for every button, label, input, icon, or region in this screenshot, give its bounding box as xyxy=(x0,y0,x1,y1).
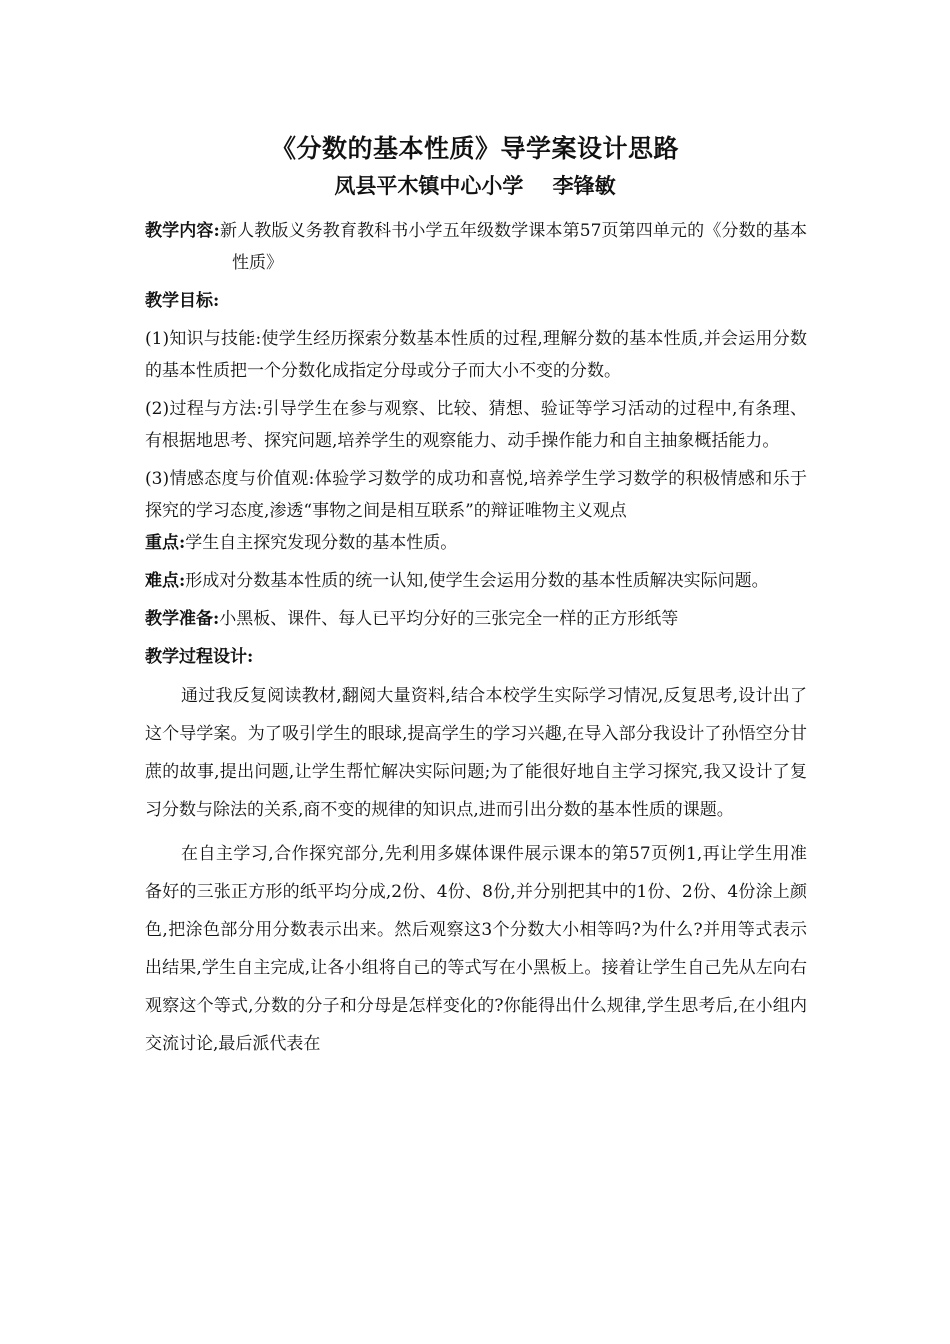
teaching-preparation xyxy=(145,603,807,635)
document-subtitle: 凤县平木镇中心小学 李锋敏 xyxy=(334,173,616,198)
teaching-content xyxy=(145,215,807,279)
teaching-content-label: 教学内容: xyxy=(145,221,220,241)
key-point-text: 学生自主探究发现分数的基本性质。 xyxy=(185,533,458,553)
difficulty-label: 难点: xyxy=(145,571,186,591)
process-paragraph-2: 在自主学习,合作探究部分,先利用多媒体课件展示课本的第57页例1,再让学生用准备好的三张正方形的纸平均分成,2份、4份、8份,并分别把其中的1份、2份、4份涂上颜色,把涂色部分用分数表示出来。然后观察这3个分数大小相等吗?为什么?并用等式表示出结果,学生自主完成,让各小组将自己的等式写在小黑板上。接着让学生自己先从左向右观察这个等式,分数的分子和分母是怎样变化的?你能得出什么规律,学生思考后,在小组内交流讨论,最后派代表在 xyxy=(145,844,807,1054)
preparation-label: 教学准备: xyxy=(145,609,220,629)
process-heading: 教学过程设计: xyxy=(145,647,254,667)
process-paragraph-1: 通过我反复阅读教材,翻阅大量资料,结合本校学生实际学习情况,反复思考,设计出了这个导学案。为了吸引学生的眼球,提高学生的学习兴趣,在导入部分我设计了孙悟空分甘蔗的故事,提出问题,让学生帮忙解决实际问题;为了能很好地自主学习探究,我又设计了复习分数与除法的关系,商不变的规律的知识点,进而引出分数的基本性质的课题。 xyxy=(145,686,807,820)
key-point-label: 重点: xyxy=(145,533,186,553)
difficulty-point xyxy=(145,565,807,597)
goal-knowledge: (1)知识与技能:使学生经历探索分数基本性质的过程,理解分数的基本性质,并会运用分数的基本性质把一个分数化成指定分母或分子而大小不变的分数。 xyxy=(145,329,807,381)
preparation-text: 小黑板、课件、每人已平均分好的三张完全一样的正方形纸等 xyxy=(219,609,679,629)
goal-attitude: (3)情感态度与价值观:体验学习数学的成功和喜悦,培养学生学习数学的积极情感和乐于探究的学习态度,渗透“事物之间是相互联系”的辩证唯物主义观点 xyxy=(145,469,807,521)
document-body xyxy=(145,215,807,1063)
teaching-goals-heading: 教学目标: xyxy=(145,291,220,311)
document-title: 《分数的基本性质》导学案设计思路 xyxy=(270,134,679,163)
difficulty-text: 形成对分数基本性质的统一认知,使学生会运用分数的基本性质解决实际问题。 xyxy=(185,571,769,591)
teaching-content-text: 新人教版义务教育教科书小学五年级数学课本第57页第四单元的《分数的基本性质》 xyxy=(219,221,807,273)
goal-process: (2)过程与方法:引导学生在参与观察、比较、猜想、验证等学习活动的过程中,有条理、有根据地思考、探究问题,培养学生的观察能力、动手操作能力和自主抽象概括能力。 xyxy=(145,399,807,451)
key-point xyxy=(145,527,807,559)
